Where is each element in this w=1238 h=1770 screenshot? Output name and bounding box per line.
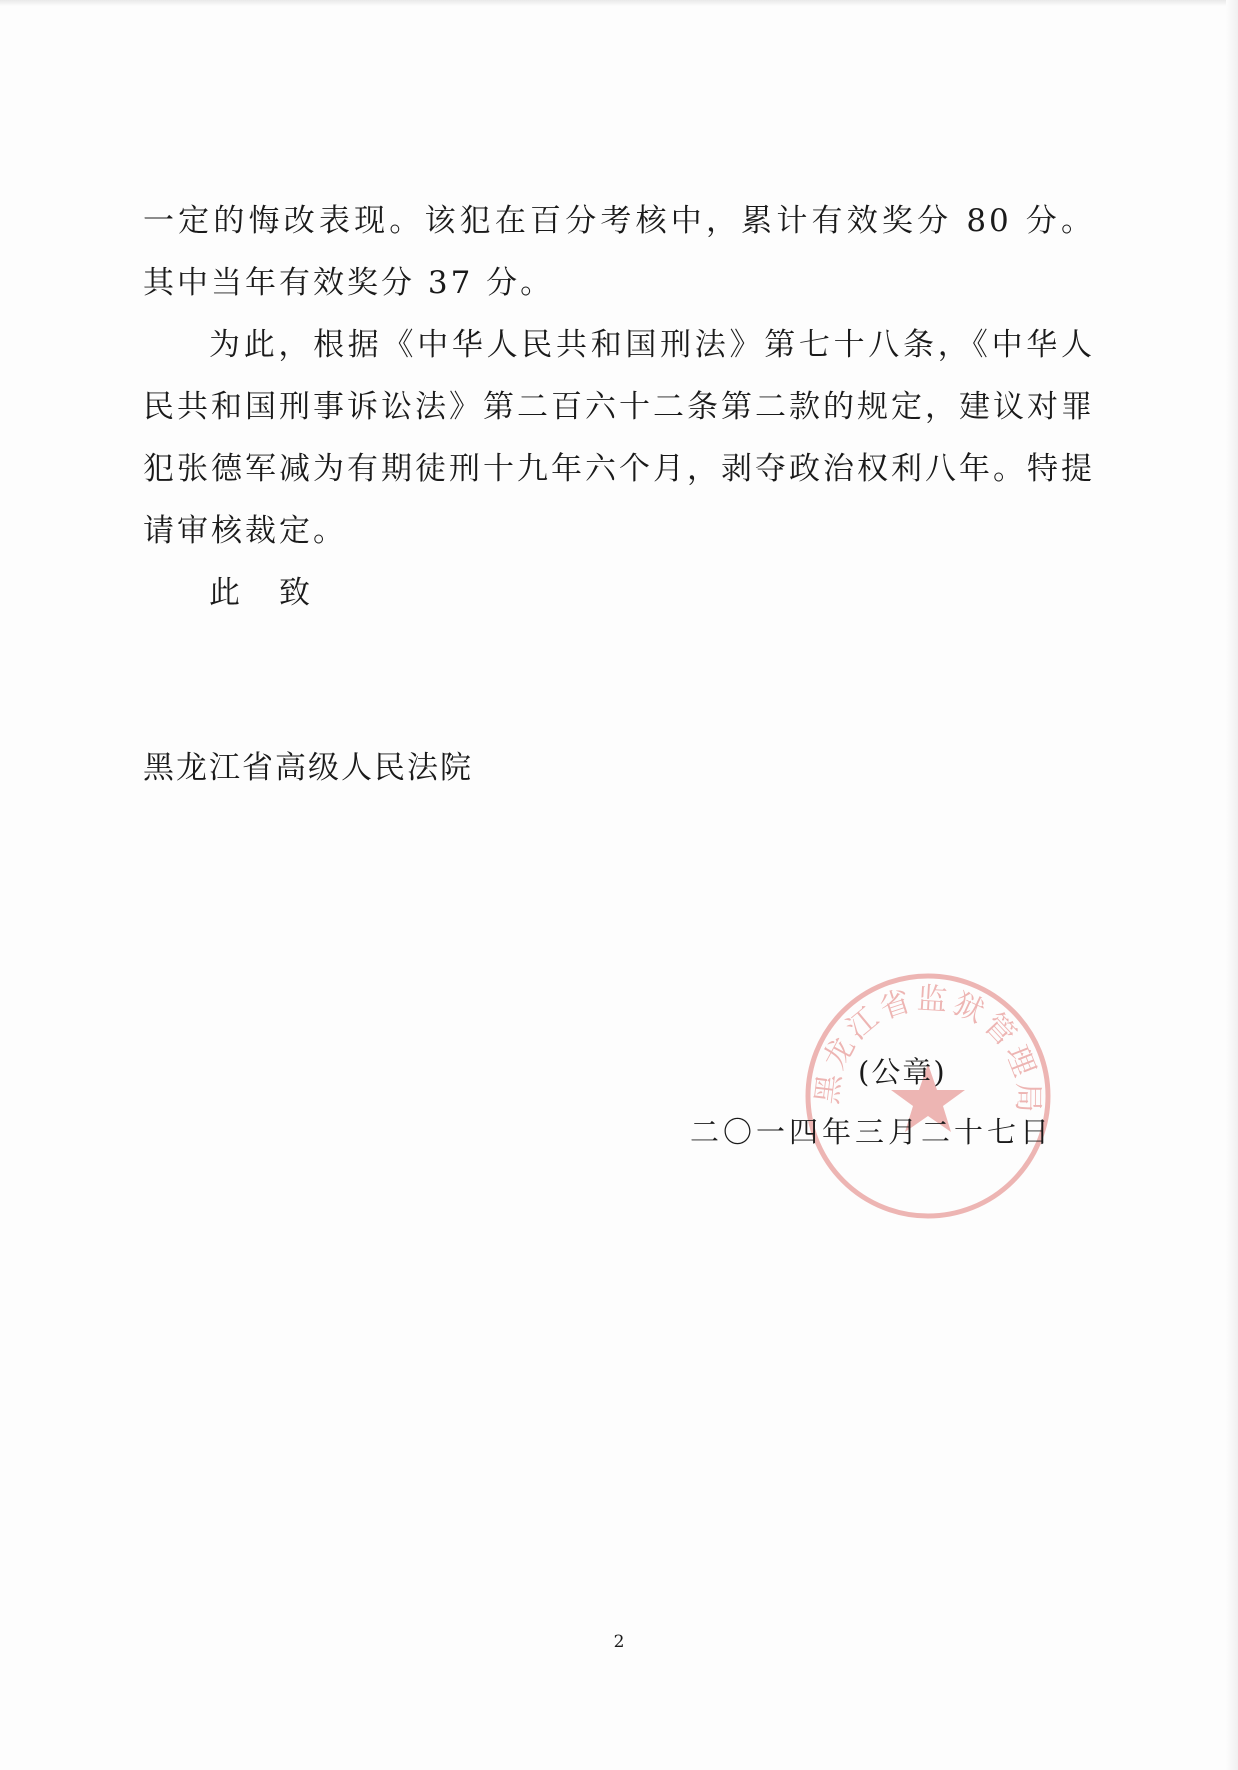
salutation-word-2: 致	[279, 575, 313, 611]
page-number: 2	[613, 1632, 625, 1652]
paragraph-continuation: 一定的悔改表现。该犯在百分考核中，累计有效奖分 80 分。其中当年有效奖分 37 分。	[143, 203, 1095, 301]
scan-edge-top	[0, 0, 1238, 6]
document-date: 二〇一四年三月二十七日	[690, 1115, 1054, 1149]
paragraph-recommendation: 为此，根据《中华人民共和国刑法》第七十八条，《中华人民共和国刑事诉讼法》第二百六十二条第二款的规定，建议对罪犯张德军减为有期徒刑十九年六个月，剥夺政治权利八年。特提请审核裁定。	[143, 327, 1095, 549]
salutation	[143, 562, 1095, 624]
salutation-word-1: 此	[209, 575, 243, 611]
document-body	[143, 190, 1095, 624]
official-seal	[800, 968, 1056, 1224]
scan-edge-right	[1226, 0, 1238, 1770]
addressee-court-name: 黑龙江省高级人民法院	[143, 750, 473, 786]
seal-label: (公章)	[858, 1055, 947, 1089]
seal-text: 黑龙江省监狱管理局	[809, 981, 1046, 1117]
